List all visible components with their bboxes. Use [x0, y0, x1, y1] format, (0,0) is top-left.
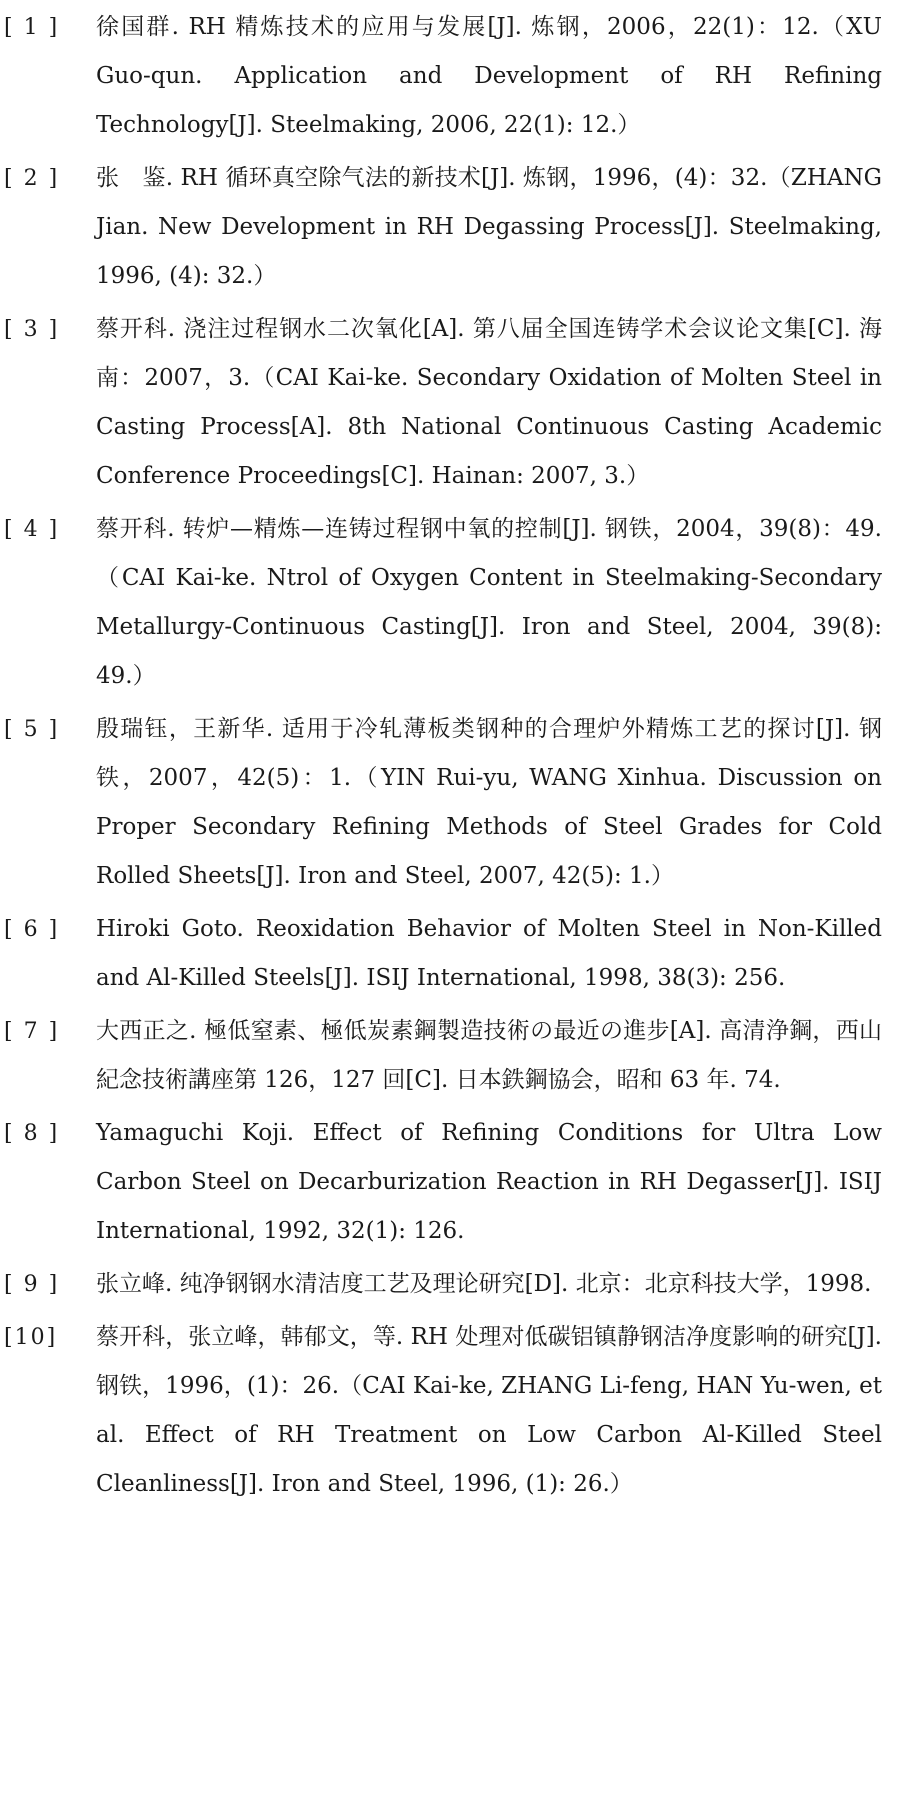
- reference-text: 蔡开科. 转炉—精炼—连铸过程钢中氧的控制[J]. 钢铁，2004，39(8)：49.（CAI Kai-ke. Ntrol of Oxygen Content in Steelmaking-Secondary Metallurgy-Continuous Casting[J]. Iron and Steel, 2004, 39(8): 49.）: [96, 516, 882, 689]
- reference-number: [10]: [4, 1325, 58, 1350]
- reference-item: [0, 505, 900, 701]
- reference-text: 蔡开科，张立峰，韩郁文，等. RH 处理对低碳铝镇静钢洁净度影响的研究[J]. 钢铁，1996，(1)：26.（CAI Kai-ke, ZHANG Li-feng, HAN Yu-wen, et al. Effect of RH Treatment on Low Carbon Al-Killed Steel Cleanliness[J]. Iron and Steel, 1996, (1): 26.）: [96, 1324, 882, 1497]
- reference-item: [0, 705, 900, 901]
- reference-text: 徐国群. RH 精炼技术的应用与发展[J]. 炼钢，2006，22(1)：12.（XU Guo-qun. Application and Development of RH Refining Technology[J]. Steelmaking, 2006, 22(1): 12.）: [96, 14, 882, 138]
- reference-item: [0, 1313, 900, 1509]
- reference-item: [0, 1260, 900, 1309]
- reference-number: [ 4 ]: [4, 517, 60, 542]
- reference-number: [ 2 ]: [4, 166, 60, 191]
- reference-number: [ 8 ]: [4, 1121, 60, 1146]
- reference-number: [ 3 ]: [4, 317, 60, 342]
- reference-text: 张立峰. 纯净钢钢水清洁度工艺及理论研究[D]. 北京：北京科技大学，1998.: [96, 1271, 872, 1297]
- reference-number: [ 1 ]: [4, 15, 60, 40]
- reference-item: [0, 154, 900, 301]
- reference-item: [0, 905, 900, 1003]
- reference-number: [ 5 ]: [4, 717, 60, 742]
- reference-text: Hiroki Goto. Reoxidation Behavior of Molten Steel in Non-Killed and Al-Killed Steels[J]. ISIJ International, 1998, 38(3): 256.: [96, 916, 882, 991]
- reference-item: [0, 1109, 900, 1256]
- reference-item: [0, 305, 900, 501]
- reference-number: [ 7 ]: [4, 1019, 60, 1044]
- reference-number: [ 6 ]: [4, 917, 60, 942]
- reference-item: [0, 1007, 900, 1105]
- reference-text: 张 鉴. RH 循环真空除气法的新技术[J]. 炼钢，1996，(4)：32.（ZHANG Jian. New Development in RH Degassing Process[J]. Steelmaking, 1996, (4): 32.）: [96, 165, 882, 289]
- reference-item: [0, 3, 900, 150]
- reference-text: 殷瑞钰，王新华. 适用于冷轧薄板类钢种的合理炉外精炼工艺的探讨[J]. 钢铁，2007，42(5)：1.（YIN Rui-yu, WANG Xinhua. Discussion on Proper Secondary Refining Methods of Steel Grades for Cold Rolled Sheets[J]. Iron and Steel, 2007, 42(5): 1.）: [96, 716, 882, 889]
- reference-text: Yamaguchi Koji. Effect of Refining Conditions for Ultra Low Carbon Steel on Decarburization Reaction in RH Degasser[J]. ISIJ International, 1992, 32(1): 126.: [96, 1120, 882, 1244]
- reference-number: [ 9 ]: [4, 1272, 60, 1297]
- reference-text: 大西正之. 極低窒素、極低炭素鋼製造技術の最近の進步[A]. 高清浄鋼，西山紀念技術講座第 126，127 回[C]. 日本鉄鋼協会，昭和 63 年. 74.: [96, 1018, 882, 1093]
- reference-text: 蔡开科. 浇注过程钢水二次氧化[A]. 第八届全国连铸学术会议论文集[C]. 海南：2007，3.（CAI Kai-ke. Secondary Oxidation of Molten Steel in Casting Process[A]. 8th National Continuous Casting Academic Conference Proceedings[C]. Hainan: 2007, 3.）: [96, 316, 882, 489]
